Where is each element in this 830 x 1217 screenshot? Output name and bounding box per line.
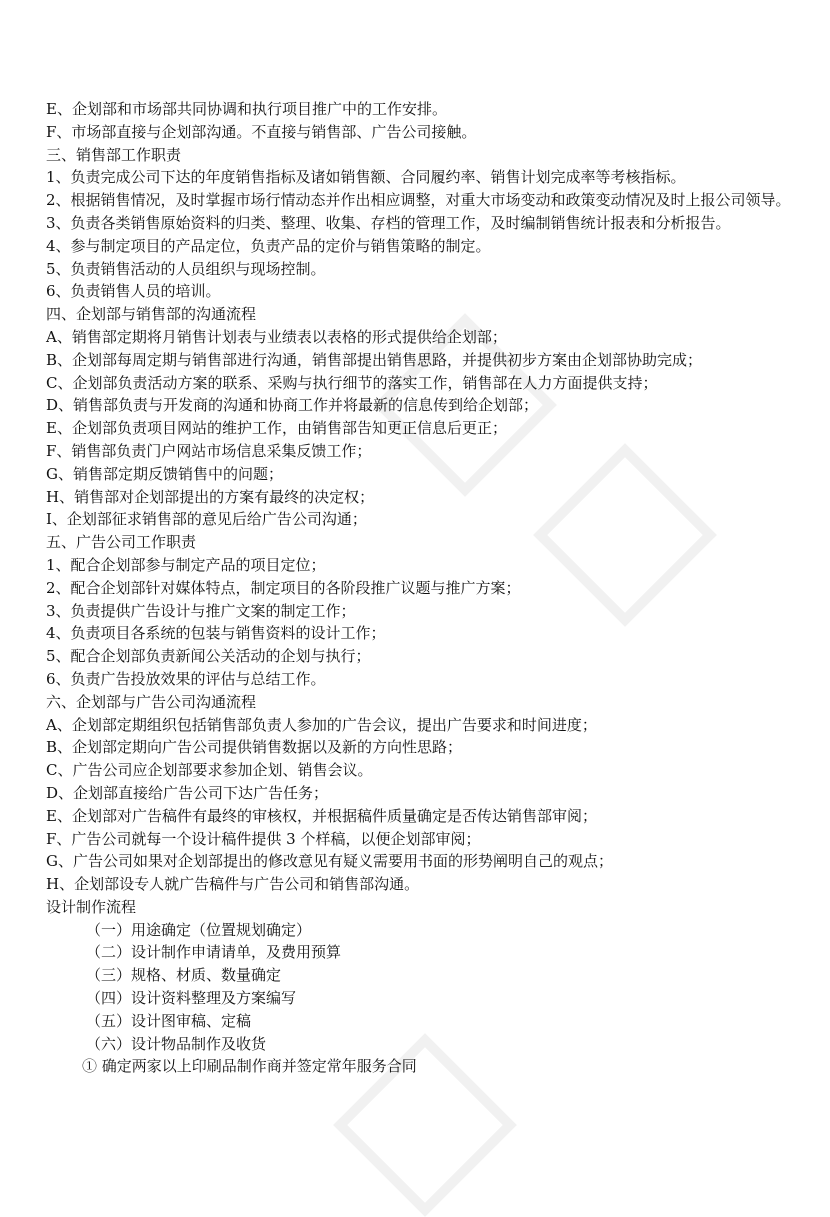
text-line: 2、根据销售情况，及时掌握市场行情动态并作出相应调整，对重大市场变动和政策变动情况及时上报公司领导。 (46, 191, 791, 210)
text-line: 6、负责销售人员的培训。 (46, 282, 221, 301)
text-line: H、企划部设专人就广告稿件与广告公司和销售部沟通。 (46, 875, 420, 894)
section-heading: 四、企划部与销售部的沟通流程 (46, 305, 257, 324)
text-line: 5、配合企划部负责新闻公关活动的企划与执行； (46, 647, 371, 666)
section-heading: 五、广告公司工作职责 (46, 533, 197, 552)
text-line: F、广告公司就每一个设计稿件提供 3 个样稿，以便企划部审阅； (46, 829, 481, 848)
text-line: 3、负责各类销售原始资料的归类、整理、收集、存档的管理工作，及时编制销售统计报表和分析报告。 (46, 213, 731, 232)
text-line: 4、负责项目各系统的包装与销售资料的设计工作； (46, 624, 386, 643)
text-line: B、企划部定期向广告公司提供销售数据以及新的方向性思路； (46, 738, 463, 757)
text-line: H、销售部对企划部提出的方案有最终的决定权； (46, 487, 375, 506)
text-line: D、销售部负责与开发商的沟通和协商工作并将最新的信息传到给企划部； (46, 396, 539, 415)
sub-step: （四）设计资料整理及方案编写 (86, 989, 297, 1008)
section-heading: 三、销售部工作职责 (46, 145, 182, 164)
text-line: A、企划部定期组织包括销售部负责人参加的广告会议，提出广告要求和时间进度； (46, 715, 597, 734)
text-line: 5、负责销售活动的人员组织与现场控制。 (46, 259, 326, 278)
text-line: G、销售部定期反馈销售中的问题； (46, 464, 283, 483)
sub-step: （一）用途确定（位置规划确定） (86, 920, 312, 939)
text-line: F、市场部直接与企划部沟通。不直接与销售部、广告公司接触。 (46, 122, 477, 141)
text-line: C、企划部负责活动方案的联系、采购与执行细节的落实工作，销售部在人力方面提供支持； (46, 373, 658, 392)
sub-step: （五）设计图审稿、定稿 (86, 1011, 252, 1030)
sub-step: （六）设计物品制作及收货 (86, 1034, 267, 1053)
document-body (46, 98, 796, 1078)
text-line: E、企划部负责项目网站的维护工作，由销售部告知更正信息后更正； (46, 419, 507, 438)
text-line: I、企划部征求销售部的意见后给广告公司沟通； (46, 510, 367, 529)
text-line: D、企划部直接给广告公司下达广告任务； (46, 783, 329, 802)
text-line: C、广告公司应企划部要求参加企划、销售会议。 (46, 761, 373, 780)
numbered-item: ① 确定两家以上印刷品制作商并签定常年服务合同 (82, 1057, 417, 1076)
text-line: G、广告公司如果对企划部提出的修改意见有疑义需要用书面的形势阐明自己的观点； (46, 852, 613, 871)
sub-step: （三）规格、材质、数量确定 (86, 966, 282, 985)
text-line: F、销售部负责门户网站市场信息采集反馈工作； (46, 441, 372, 460)
text-line: 1、配合企划部参与制定产品的项目定位； (46, 555, 326, 574)
text-line: 6、负责广告投放效果的评估与总结工作。 (46, 669, 326, 688)
text-line: A、销售部定期将月销售计划表与业绩表以表格的形式提供给企划部； (46, 327, 507, 346)
section-heading: 设计制作流程 (46, 897, 137, 916)
text-line: 4、参与制定项目的产品定位，负责产品的定价与销售策略的制定。 (46, 236, 491, 255)
text-line: E、企划部对广告稿件有最终的审核权，并根据稿件质量确定是否传达销售部审阅； (46, 806, 597, 825)
text-line: B、企划部每周定期与销售部进行沟通，销售部提出销售思路，并提供初步方案由企划部协助完成； (46, 350, 703, 369)
sub-step: （二）设计制作申请请单，及费用预算 (86, 943, 342, 962)
text-line: E、企划部和市场部共同协调和执行项目推广中的工作安排。 (46, 100, 447, 118)
text-line: 2、配合企划部针对媒体特点，制定项目的各阶段推广议题与推广方案； (46, 578, 521, 597)
text-line: 1、负责完成公司下达的年度销售指标及诸如销售额、合同履约率、销售计划完成率等考核指标。 (46, 168, 686, 187)
section-heading: 六、企划部与广告公司沟通流程 (46, 692, 257, 711)
text-line: 3、负责提供广告设计与推广文案的制定工作； (46, 601, 356, 620)
